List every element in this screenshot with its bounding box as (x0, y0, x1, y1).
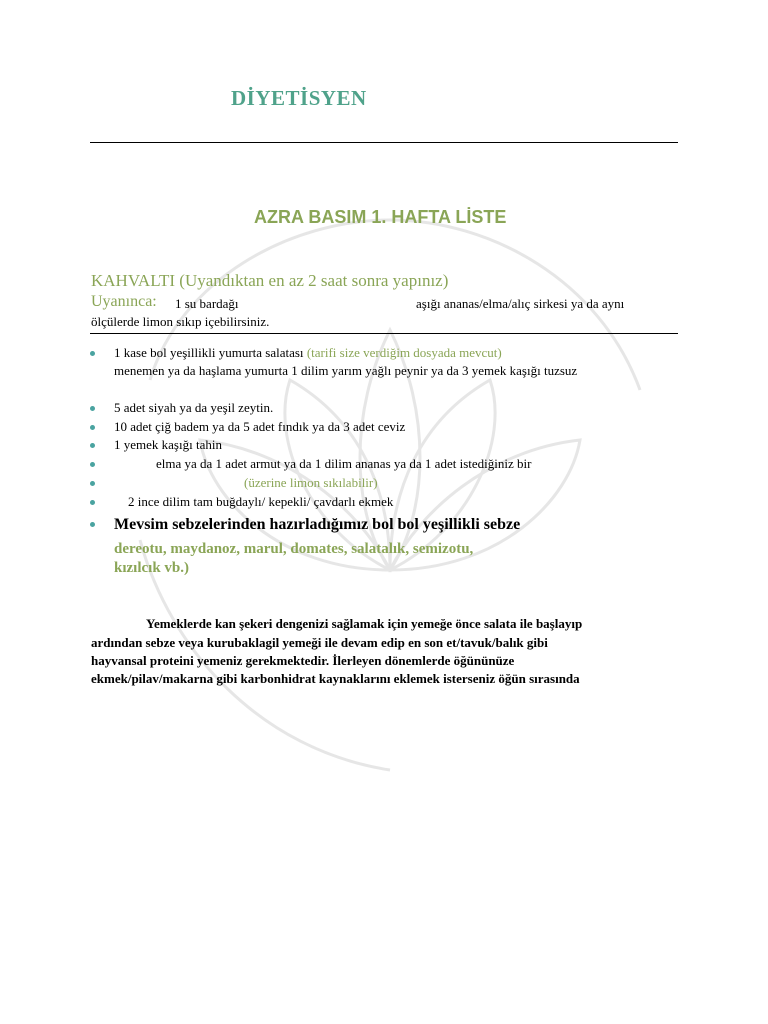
list-item-continuation: menemen ya da haşlama yumurta 1 dilim yarım yağlı peynir ya da 3 yemek kaşığı tuzsuz (114, 363, 578, 378)
list-item: 10 adet çiğ badem ya da 5 adet fındık ya da 3 adet ceviz (114, 419, 406, 434)
paragraph-line: hayvansal proteini yemeniz gerekmektedir. İlerleyen dönemlerde öğününüze (91, 653, 515, 668)
list-item (114, 345, 502, 361)
veg-note-line2: kızılcık vb.) (114, 560, 190, 576)
list-bullet (90, 500, 95, 505)
breakfast-heading: KAHVALTI (Uyandıktan en az 2 saat sonra yapınız) (91, 271, 449, 290)
item-note: (tarifi size verdiğim dosyada mevcut) (306, 345, 502, 360)
list-item: (üzerine limon sıkılabilir) (244, 475, 378, 490)
wake-label: Uyanınca: (91, 293, 157, 310)
wake-text-c: ölçülerde limon sıkıp içebilirsiniz. (91, 314, 270, 329)
wake-text-a: 1 su bardağı (175, 296, 239, 311)
list-item: 5 adet siyah ya da yeşil zeytin. (114, 400, 274, 415)
veg-item: Mevsim sebzelerinden hazırladığımız bol bol yeşillikli sebze (114, 516, 521, 533)
section-divider (90, 333, 678, 334)
header-divider (90, 142, 678, 143)
list-bullet (90, 443, 95, 448)
list-item: 1 yemek kaşığı tahin (114, 437, 222, 452)
brand-title: DİYETİSYEN (231, 86, 367, 110)
item-text: 1 kase bol yeşillikli yumurta salatası (114, 345, 304, 360)
paragraph-line: ekmek/pilav/makarna gibi karbonhidrat kaynaklarını eklemek isterseniz öğün sırasında (91, 671, 580, 686)
list-bullet (90, 351, 95, 356)
list-item: elma ya da 1 adet armut ya da 1 dilim ananas ya da 1 adet istediğiniz bir (156, 456, 532, 471)
list-item: 2 ince dilim tam buğdaylı/ kepekli/ çavdarlı ekmek (128, 494, 394, 509)
list-bullet (90, 406, 95, 411)
paragraph-line: Yemeklerde kan şekeri dengenizi sağlamak için yemeğe önce salata ile başlayıp (146, 616, 583, 631)
list-bullet (90, 462, 95, 467)
list-bullet (90, 522, 95, 527)
list-bullet (90, 481, 95, 486)
list-bullet (90, 425, 95, 430)
list-title: AZRA BASIM 1. HAFTA LİSTE (254, 207, 507, 227)
paragraph-line: ardından sebze veya kurubaklagil yemeği ile devam edip en son et/tavuk/balık gibi (91, 635, 548, 650)
wake-text-b: aşığı ananas/elma/alıç sirkesi ya da aynı (416, 296, 625, 311)
veg-note-line1: dereotu, maydanoz, marul, domates, salatalık, semizotu, (114, 541, 474, 557)
